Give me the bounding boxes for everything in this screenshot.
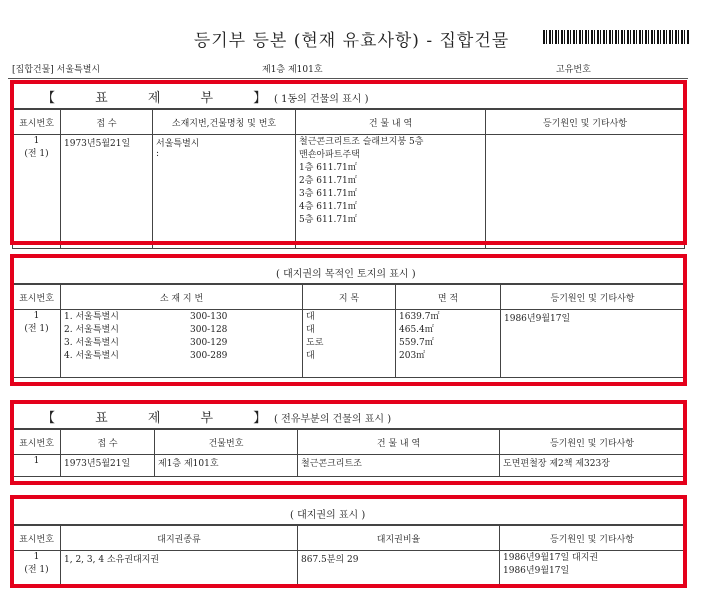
- cell-received: 1973년5월21일: [61, 455, 155, 477]
- building-table: [12, 109, 685, 249]
- table-row: [13, 135, 685, 249]
- section-band: [12, 500, 685, 525]
- section-band: [12, 259, 685, 284]
- col-header: 등기원인 및 기타사항: [500, 430, 685, 455]
- cell-areas: 1639.7㎡ 465.4㎡ 559.7㎡ 203㎡: [396, 310, 501, 378]
- land-table: [12, 284, 685, 378]
- unit-number: 제1층 제101호: [262, 65, 323, 75]
- cell-cause: 1986년9월17일: [501, 310, 685, 378]
- section-subtitle: ( 대지권의 목적인 토지의 표시 ): [276, 269, 416, 280]
- cell-cause: 도면편철장 제2책 제323장: [500, 455, 685, 477]
- table-header-row: [13, 430, 685, 455]
- section-label: 【 표 제 부 】: [42, 411, 267, 426]
- section-subtitle: ( 1동의 건물의 표시 ): [274, 94, 369, 105]
- col-header: 대지권비율: [298, 526, 500, 551]
- section-label: 【 표 제 부 】: [42, 91, 267, 106]
- section-subtitle: ( 대지권의 표시 ): [290, 510, 366, 521]
- building-type: [집합건물] 서울특별시: [12, 65, 101, 75]
- section-subtitle: ( 전유부분의 건물의 표시 ): [274, 414, 392, 425]
- section-land-description: [12, 259, 685, 378]
- cell-kind: 1, 2, 3, 4 소유권대지권: [61, 551, 298, 587]
- cell-num: 1 (전 1): [13, 310, 61, 378]
- cell-building-no: 제1층 제101호: [155, 455, 298, 477]
- document-title: 등기부 등본 (현재 유효사항) - 집합건물: [193, 31, 510, 51]
- col-header: 등기원인 및 기타사항: [486, 110, 685, 135]
- col-header: 건 물 내 역: [298, 430, 500, 455]
- cell-location: 서울특별시 :: [153, 135, 296, 249]
- cell-cause: 1986년9월17일 대지권 1986년9월17일: [500, 551, 685, 587]
- section-band: [12, 84, 685, 109]
- col-header: 접 수: [61, 110, 153, 135]
- cell-num: 1: [13, 455, 61, 477]
- col-header: 면 적: [396, 285, 501, 310]
- col-header: 대지권종류: [61, 526, 298, 551]
- cell-received: 1973년5월21일: [61, 135, 153, 249]
- table-row: [13, 551, 685, 587]
- barcode: [543, 30, 689, 44]
- col-header: 건물번호: [155, 430, 298, 455]
- col-header: 등기원인 및 기타사항: [500, 526, 685, 551]
- land-rights-table: [12, 525, 685, 587]
- section-land-rights: [12, 500, 685, 587]
- table-row: [13, 455, 685, 477]
- col-header: 건 물 내 역: [296, 110, 486, 135]
- cell-categories: 대 대 도로 대: [303, 310, 396, 378]
- cell-num: 1 (전 1): [13, 551, 61, 587]
- cell-num: 1 (전 1): [13, 135, 61, 249]
- section-building-description: [12, 84, 685, 249]
- cell-ratio: 867.5분의 29: [298, 551, 500, 587]
- cell-details: 철근콘크리트조 슬래브지붕 5층 맨숀아파트주택 1층 611.71㎡ 2층 611.71㎡ 3층 611.71㎡ 4층 611.71㎡ 5층 611.71㎡: [296, 135, 486, 249]
- col-header: 표시번호: [13, 285, 61, 310]
- section-band: [12, 404, 685, 429]
- table-header-row: [13, 526, 685, 551]
- col-header: 등기원인 및 기타사항: [501, 285, 685, 310]
- table-row: [13, 310, 685, 378]
- cell-details: 철근콘크리트조: [298, 455, 500, 477]
- col-header: 접 수: [61, 430, 155, 455]
- cell-addresses: 1. 서울특별시 300-130 2. 서울특별시 300-128 3. 서울특별시 300-129 4. 서울특별시 300-289: [61, 310, 303, 378]
- col-header: 표시번호: [13, 526, 61, 551]
- section-unit-description: [12, 404, 685, 477]
- unit-table: [12, 429, 685, 477]
- cell-cause: [486, 135, 685, 249]
- col-header: 표시번호: [13, 430, 61, 455]
- unique-number-label: 고유번호: [556, 65, 591, 75]
- col-header: 표시번호: [13, 110, 61, 135]
- col-header: 소재지번,건물명칭 및 번호: [153, 110, 296, 135]
- header-rule: [8, 78, 688, 79]
- table-header-row: [13, 285, 685, 310]
- table-header-row: [13, 110, 685, 135]
- col-header: 지 목: [303, 285, 396, 310]
- col-header: 소 재 지 번: [61, 285, 303, 310]
